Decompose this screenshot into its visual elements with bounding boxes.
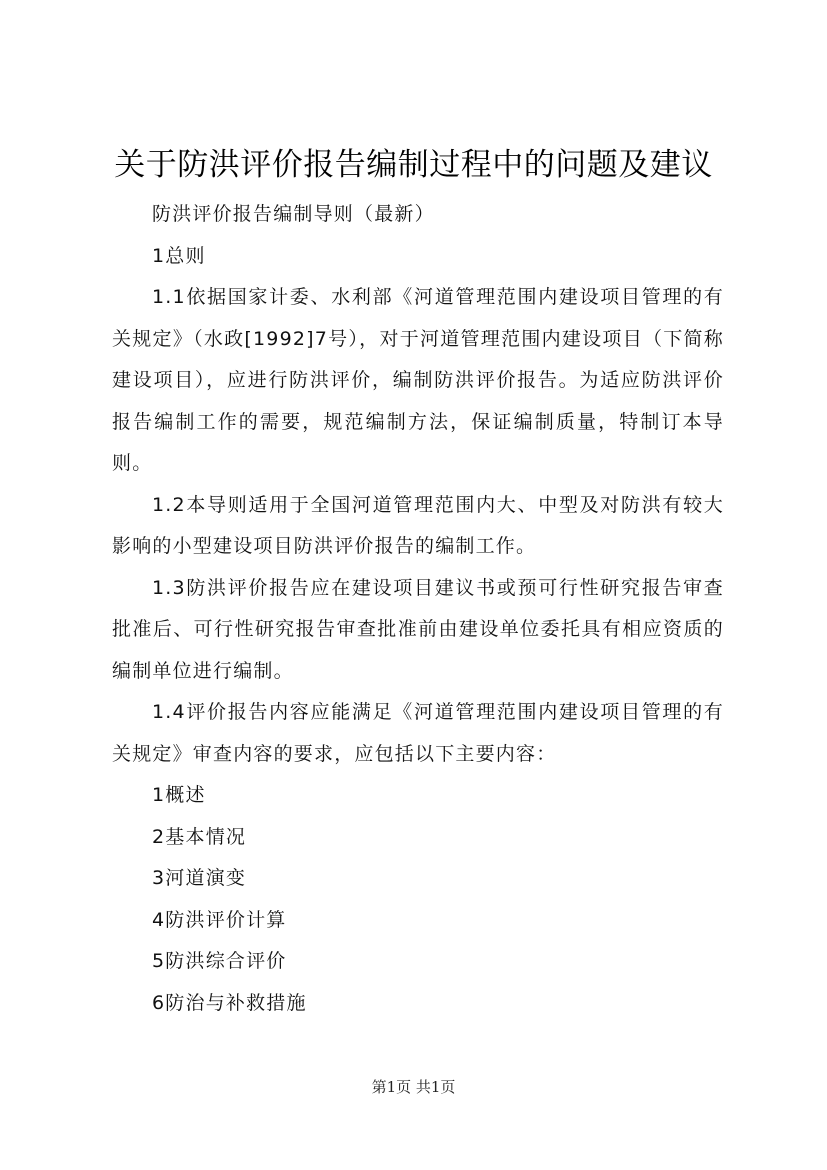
document-title: 关于防洪评价报告编制过程中的问题及建议 xyxy=(114,147,713,183)
page-footer: 第1页 共1页 xyxy=(371,1078,456,1096)
list-item: 1概述 xyxy=(152,784,206,806)
paragraph-1-2: 1.2本导则适用于全国河道管理范围内大、中型及对防洪有较大影响的小型建设项目防洪评价报告的编制工作。 xyxy=(112,493,724,557)
paragraph-1-4: 1.4评价报告内容应能满足《河道管理范围内建设项目管理的有关规定》审查内容的要求，应包括以下主要内容： xyxy=(112,701,724,765)
paragraph-subtitle: 防洪评价报告编制导则（最新） xyxy=(152,203,435,225)
list-item: 5防洪综合评价 xyxy=(152,950,287,972)
paragraph-1-3: 1.3防洪评价报告应在建设项目建议书或预可行性研究报告审查批准后、可行性研究报告审查批准前由建设单位委托具有相应资质的编制单位进行编制。 xyxy=(112,576,724,682)
document-body xyxy=(112,194,724,1024)
list-item: 2基本情况 xyxy=(152,825,247,848)
list-item: 3河道演变 xyxy=(152,867,247,889)
paragraph-section-heading: 1总则 xyxy=(152,244,206,267)
list-item: 6防治与补救措施 xyxy=(152,991,307,1014)
list-item: 4防洪评价计算 xyxy=(152,908,287,931)
paragraph-1-1: 1.1依据国家计委、水利部《河道管理范围内建设项目管理的有关规定》（水政[1992]7号），对于河道管理范围内建设项目（下简称建设项目），应进行防洪评价，编制防洪评价报告。为适应防洪评价报告编制工作的需要，规范编制方法，保证编制质量，特制订本导则。 xyxy=(112,286,724,474)
